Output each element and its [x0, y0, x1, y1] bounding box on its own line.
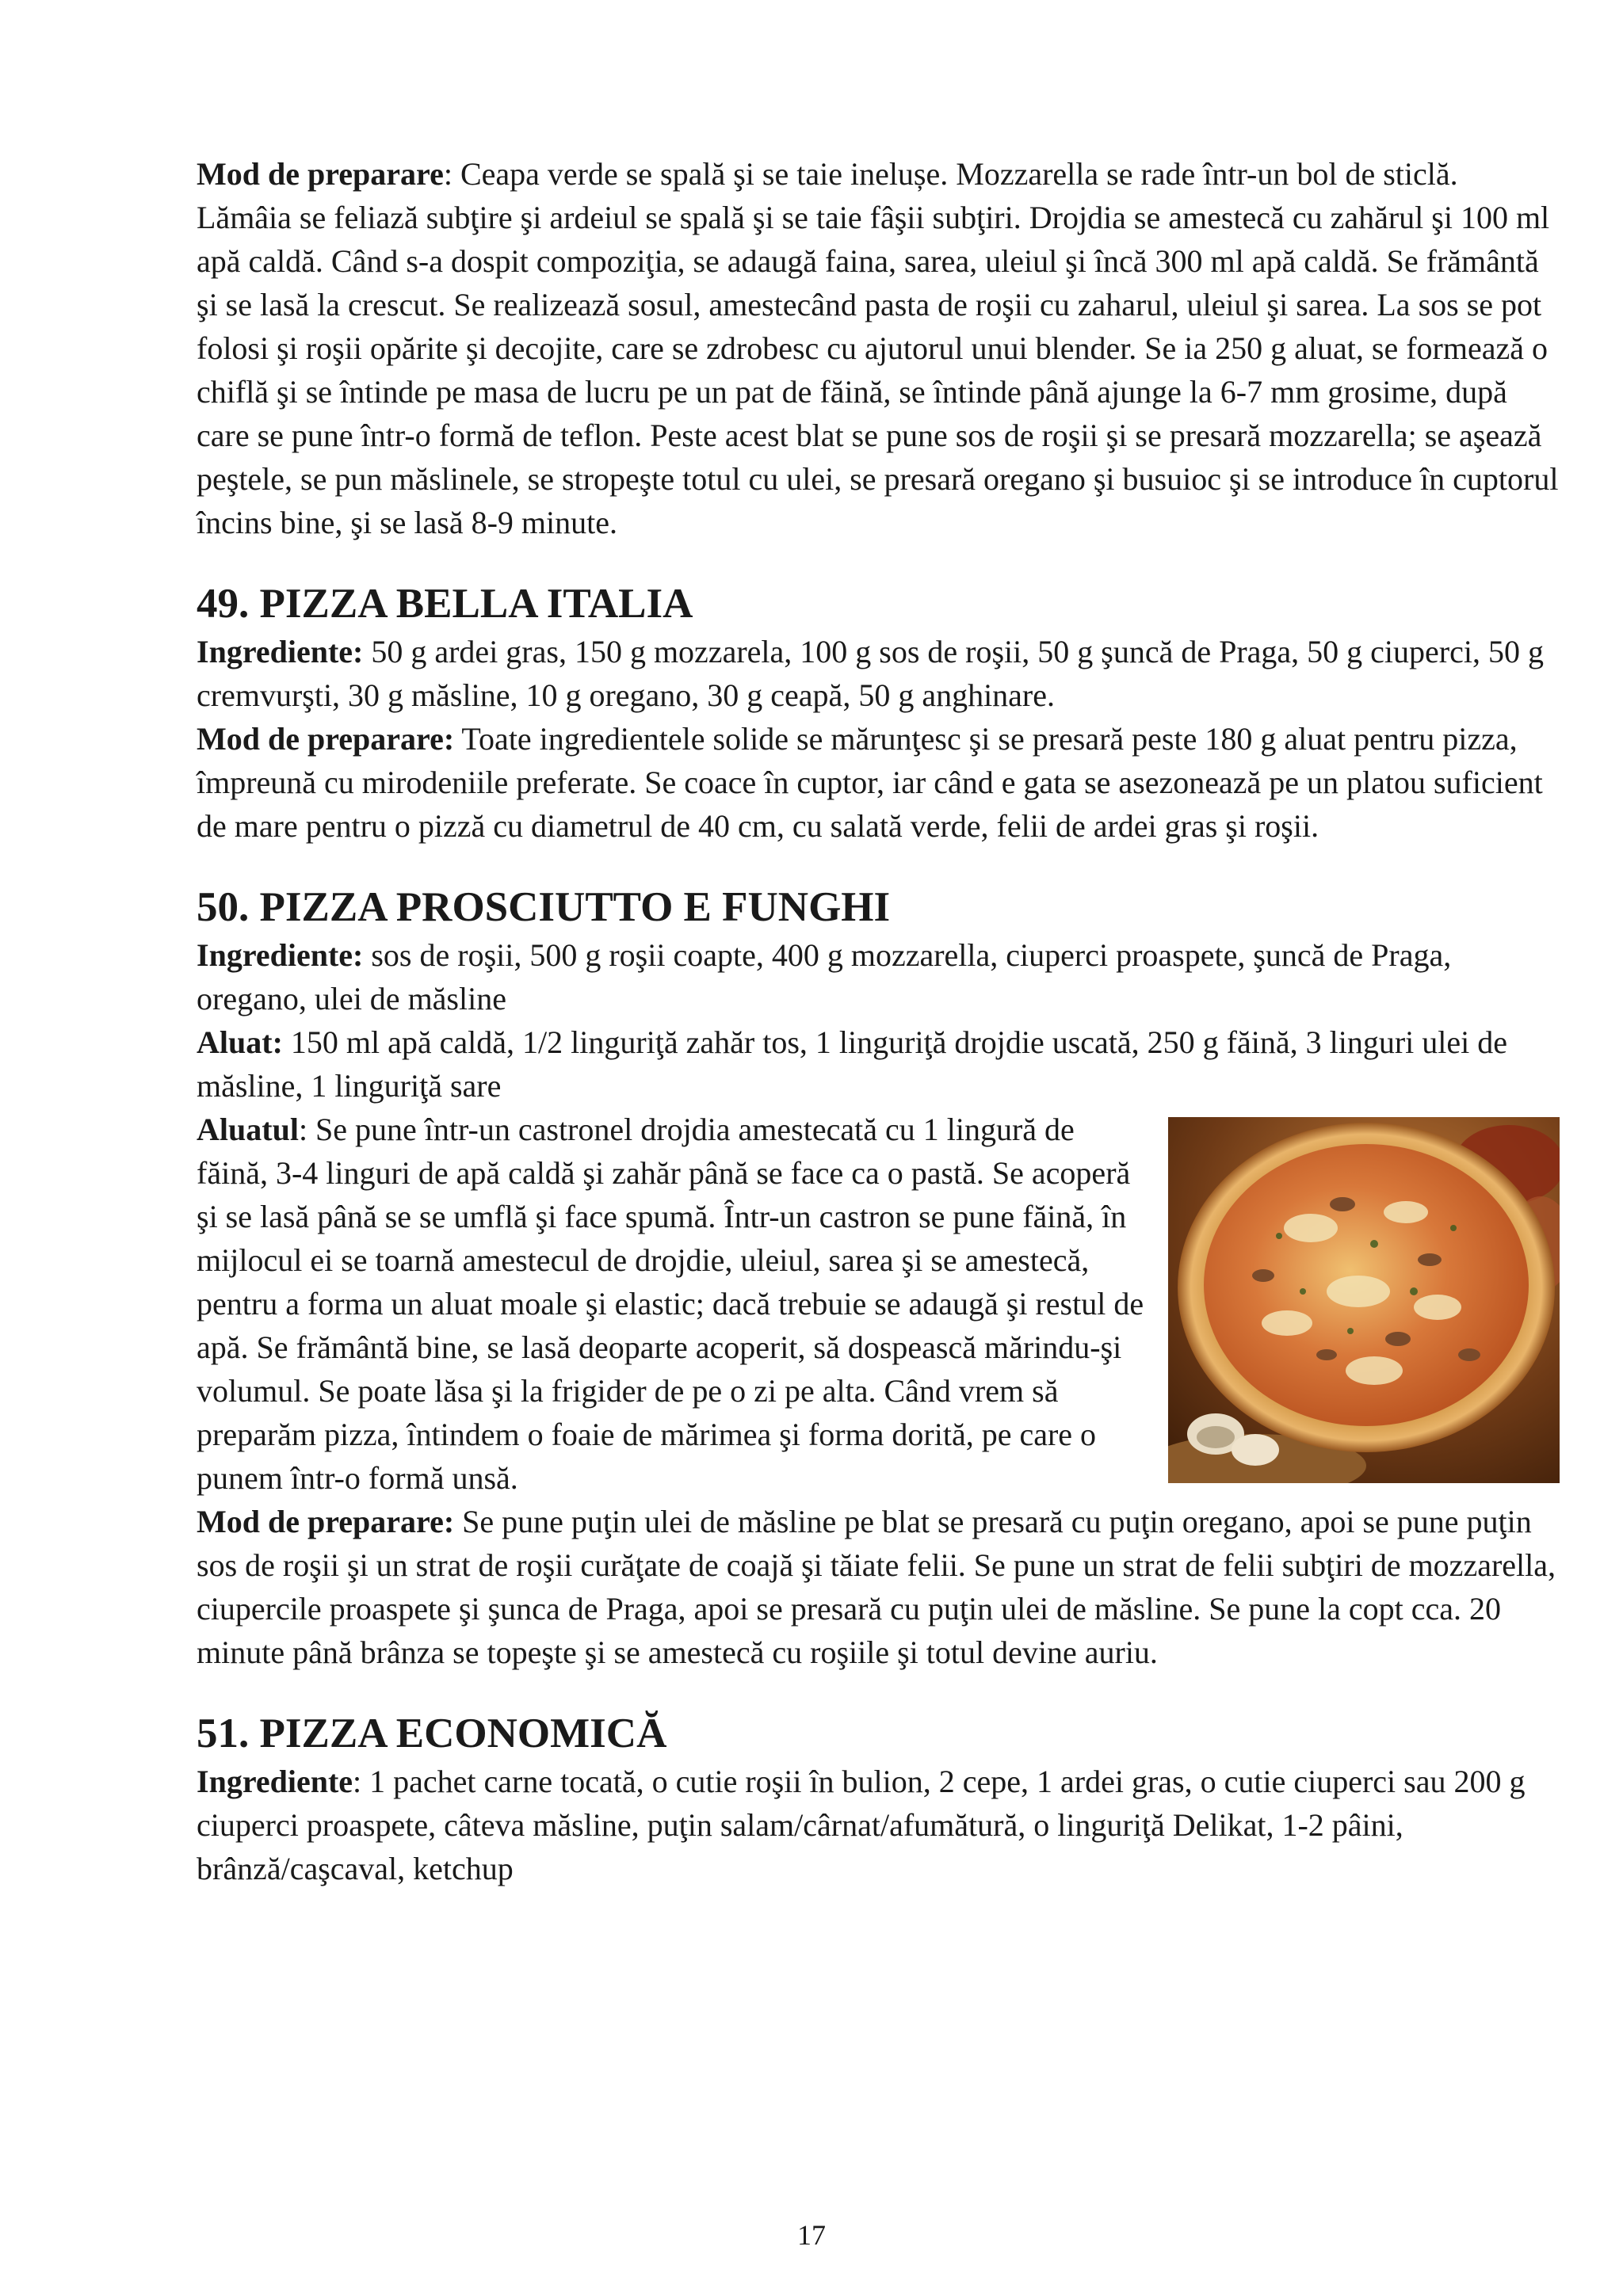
recipe-50-title: 50. PIZZA PROSCIUTTO E FUNGHI — [197, 884, 891, 930]
recipe-49-ingredients — [197, 630, 1560, 717]
recipe-51-title: 51. PIZZA ECONOMICĂ — [197, 1711, 667, 1756]
intro-text: : Ceapa verde se spală şi se taie inelușe. Mozzarella se rade într-un bol de sticlă. Lămâia se feliază subţire şi ardeiul se spală şi se taie fâşii subţiri. Drojdia se amestecă cu zahărul şi 100 ml apă caldă. Când s-a dospit compoziţia, se adaugă faina, sarea, uleiul şi încă 300 ml apă caldă. Se frământă şi se lasă la crescut. Se realizează sosul, amestecând pasta de roşii cu zaharul, uleiul şi sarea. La sos se pot folosi şi roşii opărite şi decojite, care se zdrobesc cu ajutorul unui blender. Se ia 250 g aluat, se formează o chiflă şi se întinde pe masa de lucru pe un pat de făină, se întinde până ajunge la 6-7 mm grosime, după care se pune într-o formă de teflon. Peste acest blat se pune sos de roşii şi se presară mozzarella; se aşează peştele, se pun măslinele, se stropeşte totul cu ulei, se presară oregano şi busuioc şi se introduce în cuptorul încins bine, şi se lasă 8-9 minute. — [197, 156, 1559, 540]
page-number: 17 — [797, 2219, 826, 2251]
recipe-51-ingredients-label: Ingrediente — [197, 1764, 353, 1799]
recipe-50-method — [197, 1500, 1560, 1674]
recipe-50-method-label: Mod de preparare: — [197, 1504, 455, 1539]
recipe-50-dough-method-label: Aluatul — [197, 1112, 299, 1147]
recipe-50-ingredients-label: Ingrediente: — [197, 937, 364, 973]
intro-label: Mod de preparare — [197, 156, 444, 192]
recipe-50-method-text: Se pune puţin ulei de măsline pe blat se presară cu puţin oregano, apoi se pune puţin sos de roşii şi un strat de roşii curăţate de coajă şi tăiate felii. Se pune un strat de felii subţiri de mozzarella, ciupercile proaspete şi şunca de Praga, apoi se presară cu puţin ulei de măsline. Se pune la copt cca. 20 minute până brânza se topeşte şi se amestecă cu roşiile şi totul devine auriu. — [197, 1504, 1556, 1670]
recipe-51-ingredients-text: : 1 pachet carne tocată, o cutie roşii în bulion, 2 cepe, 1 ardei gras, o cutie ciuperci sau 200 g ciuperci proaspete, câteva măsline, puţin salam/cârnat/afumătură, o linguriţă Delikat, 1-2 pâini, brânză/caşcaval, ketchup — [197, 1764, 1526, 1886]
recipe-49-ingredients-label: Ingrediente: — [197, 634, 364, 669]
recipe-50-dough-label: Aluat: — [197, 1024, 283, 1060]
recipe-50-dough-text: 150 ml apă caldă, 1/2 linguriţă zahăr tos, 1 linguriţă drojdie uscată, 250 g făină, 3 linguri ulei de măsline, 1 linguriţă sare — [197, 1024, 1508, 1104]
intro-paragraph — [197, 152, 1560, 544]
recipe-50-dough — [197, 1020, 1560, 1108]
document-page — [197, 152, 1560, 1890]
recipe-49-method-text: Toate ingredientele solide se mărunţesc şi se presară peste 180 g aluat pentru pizza, împreună cu mirodeniile preferate. Se coace în cuptor, iar când e gata se asezonează pe un platou suficient de mare pentru o pizză cu diametrul de 40 cm, cu salată verde, felii de ardei gras şi roşii. — [197, 721, 1543, 844]
recipe-49-method — [197, 717, 1560, 848]
recipe-49-method-label: Mod de preparare: — [197, 721, 455, 757]
recipe-49-ingredients-text: 50 g ardei gras, 150 g mozzarela, 100 g sos de roşii, 50 g şuncă de Praga, 50 g ciuperci, 50 g cremvurşti, 30 g măsline, 10 g oregano, 30 g ceapă, 50 g anghinare. — [197, 634, 1544, 713]
recipe-50-ingredients — [197, 933, 1560, 1020]
recipe-49-title: 49. PIZZA BELLA ITALIA — [197, 581, 693, 627]
recipe-51-ingredients — [197, 1760, 1560, 1890]
recipe-50-ingredients-text: sos de roşii, 500 g roşii coapte, 400 g mozzarella, ciuperci proaspete, şuncă de Praga, oregano, ulei de măsline — [197, 937, 1452, 1016]
recipe-50-dough-method-text: : Se pune într-un castronel drojdia amestecată cu 1 lingură de făină, 3-4 linguri de apă caldă şi zahăr până se face ca o pastă. Se acoperă şi se lasă până se se umflă şi face spumă. Într-un castron se pune făină, în mijlocul ei se toarnă amestecul de drojdie, uleiul, sarea şi se amestecă, pentru a forma un aluat moale şi elastic; dacă trebuie se adaugă şi restul de apă. Se frământă bine, se lasă deoparte acoperit, să dospească mărindu-şi volumul. Se poate lăsa şi la frigider de pe o zi pe alta. Când vrem să preparăm pizza, întindem o foaie de mărimea şi forma dorită, pe care o punem într-o formă unsă. — [197, 1112, 1144, 1496]
pizza-photo — [1168, 1117, 1560, 1483]
